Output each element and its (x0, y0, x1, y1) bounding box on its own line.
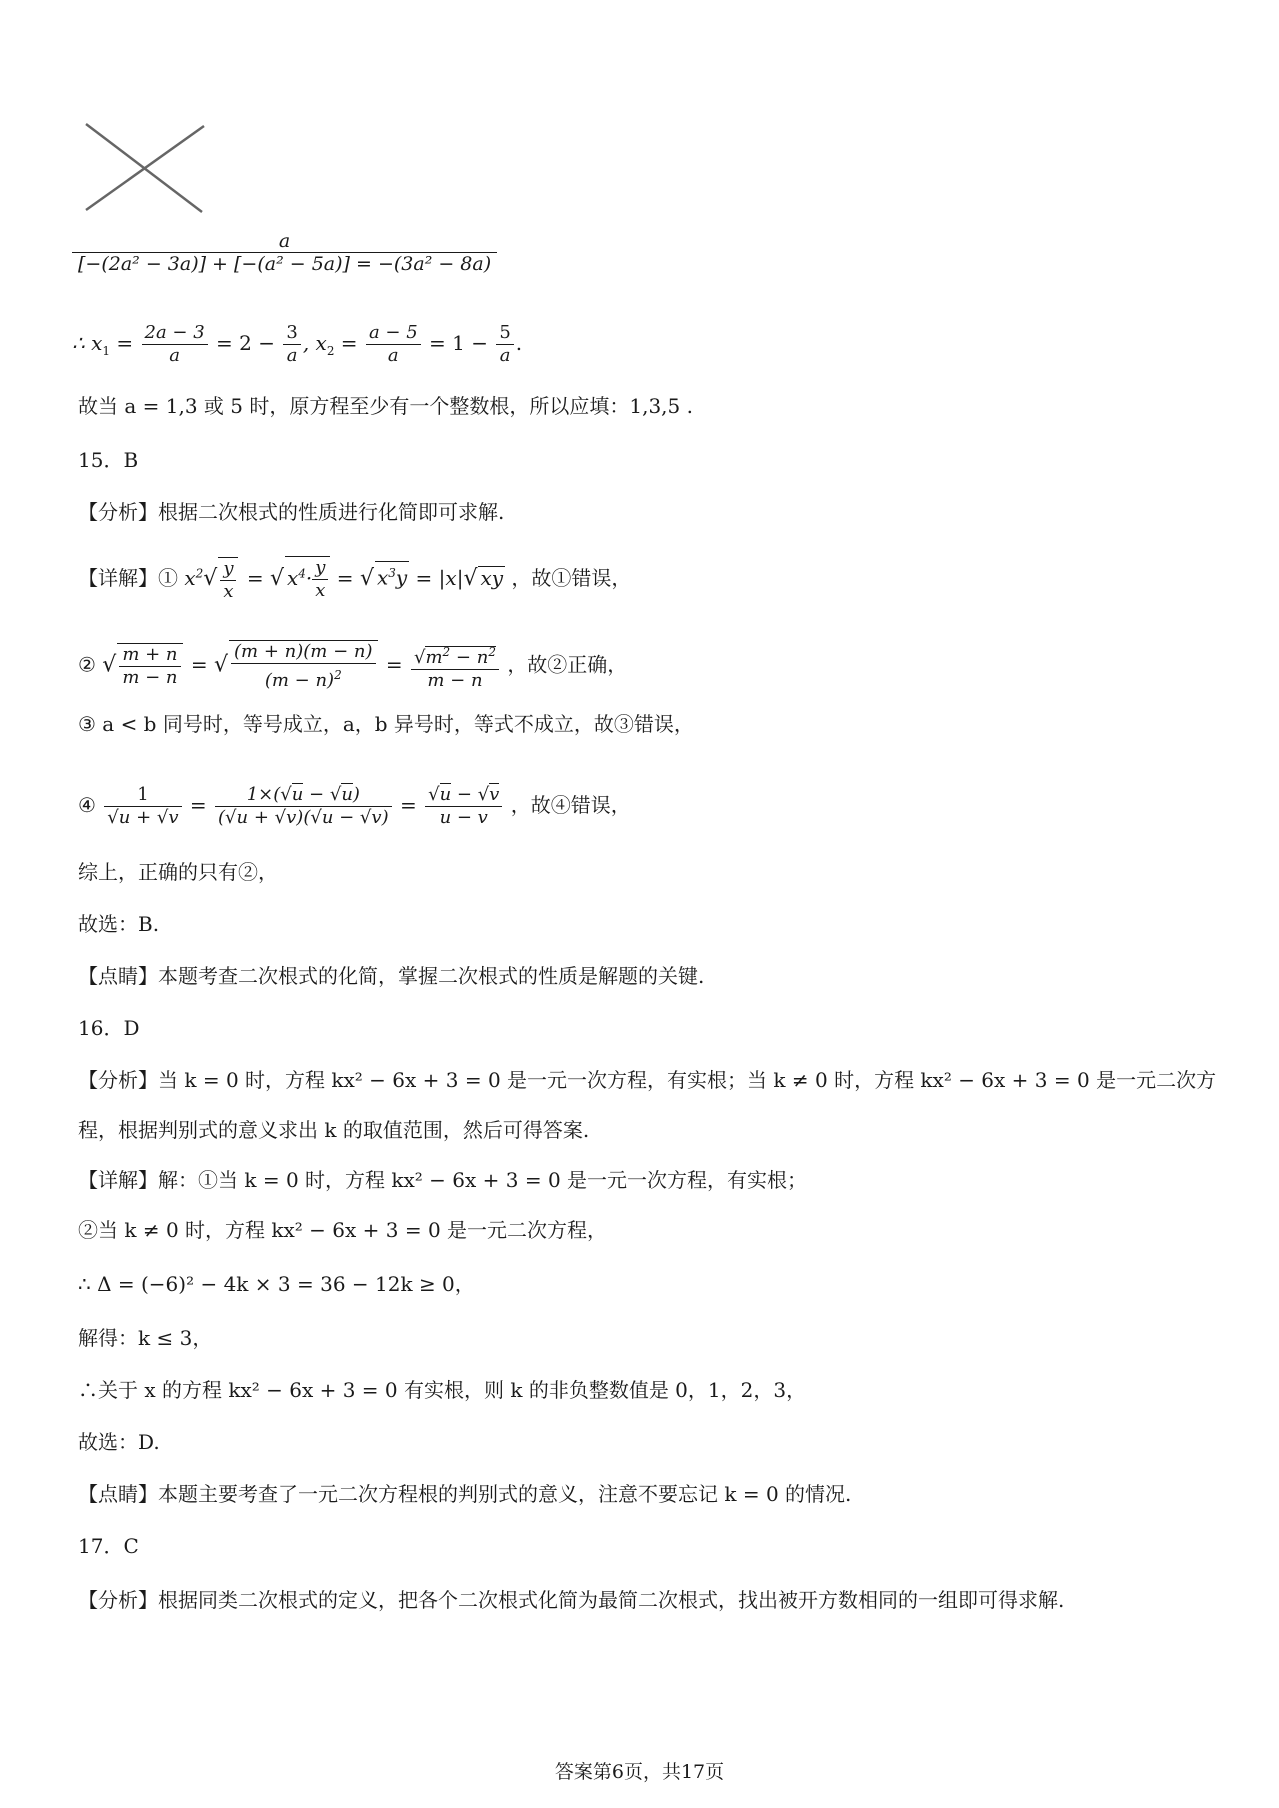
question-16-detail-1: 【详解】解：①当 k = 0 时，方程 kx² − 6x + 3 = 0 是一元一次方程，有实根； (78, 1168, 808, 1192)
therefore-x: ∴ x (72, 331, 103, 355)
detail-label: 【详解】① (78, 566, 178, 590)
question-15-summary: 综上，正确的只有②， (78, 860, 278, 884)
question-16-detail-3: ∴ Δ = (−6)² − 4k × 3 = 36 − 12k ≥ 0， (78, 1272, 475, 1296)
five-numerator: 5 (496, 322, 513, 345)
page-footer: 答案第6页，共17页 (554, 1761, 725, 1783)
question-16-analysis-2: 程，根据判别式的意义求出 k 的取值范围，然后可得答案. (78, 1118, 590, 1142)
question-15-comment: 【点睛】本题考查二次根式的化简，掌握二次根式的性质是解题的关键. (78, 964, 705, 988)
x1-numerator: 2a − 3 (142, 322, 208, 345)
numerator: a (72, 230, 497, 253)
x1-denominator: a (169, 345, 180, 366)
three-numerator: 3 (283, 322, 300, 345)
question-15-analysis: 【分析】根据二次根式的性质进行化简即可求解. (78, 500, 505, 524)
conclusion-line: 故当 a = 1,3 或 5 时，原方程至少有一个整数根，所以应填：1,3,5 . (78, 394, 693, 418)
question-16-analysis-1: 【分析】当 k = 0 时，方程 kx² − 6x + 3 = 0 是一元一次方程，有实根；当 k ≠ 0 时，方程 kx² − 6x + 3 = 0 是一元二次方 (78, 1068, 1217, 1092)
eq-2-minus: = 2 − (216, 331, 275, 355)
period: . (515, 331, 523, 355)
detail-label-2: ② (78, 652, 96, 677)
question-16-comment: 【点睛】本题主要考查了一元二次方程根的判别式的意义，注意不要忘记 k = 0 的情况. (78, 1482, 852, 1506)
cross-multiplication-result (70, 230, 499, 275)
question-16-detail-2: ②当 k ≠ 0 时，方程 kx² − 6x + 3 = 0 是一元二次方程， (78, 1218, 608, 1242)
detail-2-result: ，故②正确， (507, 652, 628, 677)
cross-figure (82, 120, 212, 215)
three-denominator: a (286, 345, 298, 366)
eq-1-minus: = 1 − (429, 331, 488, 355)
x2-denominator: a (387, 345, 399, 366)
five-denominator: a (499, 345, 511, 366)
question-15-detail-4: ④ $\frac{1}{√u + √v}$ = $\frac{1\times(√u - √u)}{(√u + √v)(√u - √v)}$ = $\frac{√u - √v}{u - v}$ ，故④错误， (78, 784, 631, 828)
x2-numerator: a − 5 (366, 322, 421, 345)
question-16-choice: 故选：D. (78, 1430, 160, 1454)
roots-line: ∴ $x_1$ = $\frac{2a - 3}{a}$ = 2 − $\frac{3}{a}$ , $x_2$ = $\frac{a - 5}{a}$ = 1 − $\frac{5}{a}$ . (72, 322, 523, 366)
detail-1-result: ，故①错误， (511, 566, 632, 590)
question-17-answer: 17．C (78, 1534, 139, 1558)
denominator: [−(2a² − 3a)] + [−(a² − 5a)] = −(3a² − 8a) (78, 253, 492, 275)
question-17-analysis: 【分析】根据同类二次根式的定义，把各个二次根式化简为最简二次根式，找出被开方数相同的一组即可得求解. (78, 1588, 1065, 1612)
question-15-choice: 故选：B. (78, 912, 160, 936)
detail-label-4: ④ (78, 793, 96, 817)
question-15-detail-3: ③ a < b 同号时，等号成立，a，b 异号时，等式不成立，故③错误， (78, 712, 694, 736)
question-15-answer: 15．B (78, 448, 139, 472)
question-15-detail-1: 【详解】① $x^2√$ $\frac{y}{x}$ = √ $x^4\cdot$ $\frac{y}{x}$ = √ $x^3y = |x|√$ xy ，故①错误， (78, 557, 632, 602)
detail-4-result: ，故④错误， (510, 793, 631, 817)
question-16-detail-5: ∴关于 x 的方程 kx² − 6x + 3 = 0 有实根，则 k 的非负整数值是 0，1，2，3， (78, 1378, 807, 1402)
question-16-answer: 16．D (78, 1016, 140, 1040)
x2-prefix: , x (302, 331, 327, 355)
question-15-detail-2: ② √ $\frac{m + n}{m - n}$ = √ $\frac{(m + n)(m - n)}{(m - n)^2}$ = $\frac{√m^2 - n^2}{m - n}$ ，故②正确， (78, 641, 628, 691)
question-16-detail-4: 解得：k ≤ 3， (78, 1326, 213, 1350)
